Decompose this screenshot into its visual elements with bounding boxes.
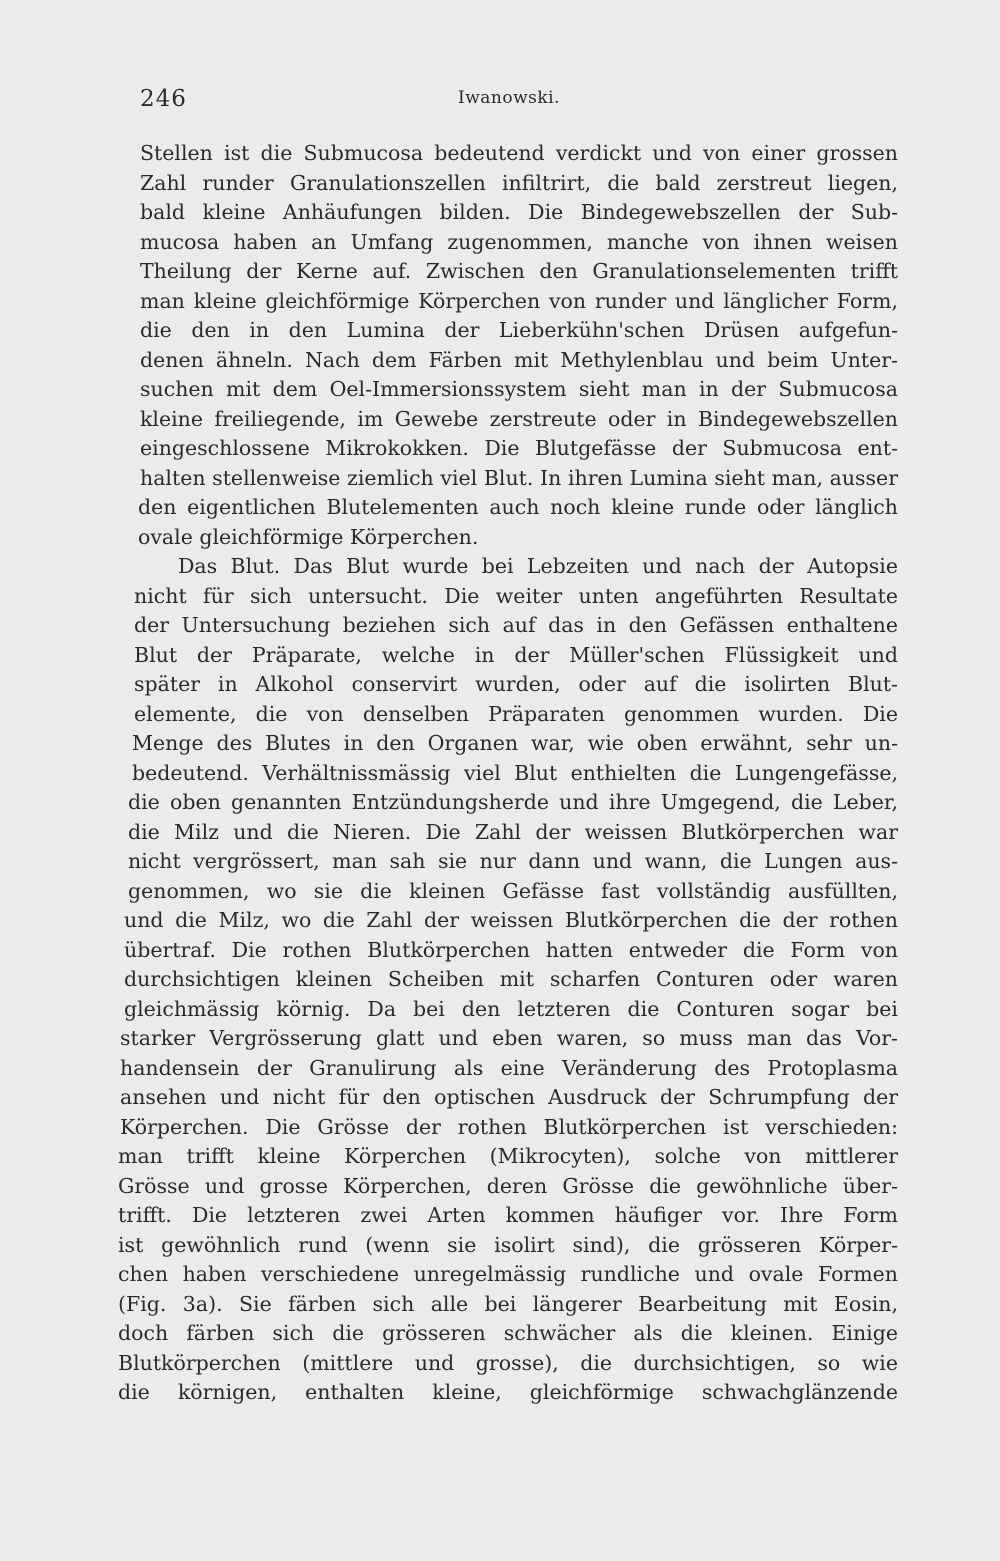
text-line: man trifft kleine Körperchen (Mikrocyten), solche von mittlerer <box>118 1144 898 1168</box>
text-line: eingeschlossene Mikrokokken. Die Blutgefässe der Submucosa ent- <box>140 436 898 460</box>
page-number: 246 <box>140 86 187 112</box>
text-line: Körperchen. Die Grösse der rothen Blutkörperchen ist verschieden: <box>120 1114 898 1139</box>
text-line: elemente, die von denselben Präparaten genommen wurden. Die <box>134 701 898 726</box>
text-line: übertraf. Die rothen Blutkörperchen hatten entweder die Form von <box>124 937 898 962</box>
text-line: mucosa haben an Umfang zugenommen, manche von ihnen weisen <box>140 229 898 254</box>
text-line: durchsichtigen kleinen Scheiben mit scharfen Conturen oder waren <box>124 967 898 991</box>
text-line: Grösse und grosse Körperchen, deren Grösse die gewöhnliche über- <box>118 1173 898 1198</box>
text-line: die körnigen, enthalten kleine, gleichförmige schwachglänzende <box>118 1380 898 1404</box>
running-title: Iwanowski. <box>458 88 561 108</box>
text-line: Menge des Blutes in den Organen war, wie oben erwähnt, sehr un- <box>132 731 898 755</box>
text-line: Blut der Präparate, welche in der Müller'schen Flüssigkeit und <box>134 642 898 667</box>
text-line: bald kleine Anhäufungen bilden. Die Bindegewebszellen der Sub- <box>140 200 898 224</box>
text-line: Zahl runder Granulationszellen infiltrirt, die bald zerstreut liegen, <box>140 170 898 195</box>
text-line: nicht vergrössert, man sah sie nur dann und wann, die Lungen aus- <box>128 849 898 873</box>
text-line: den eigentlichen Blutelementen auch noch kleine runde oder länglich <box>138 495 898 519</box>
text-line: ovale gleichförmige Körperchen. <box>138 524 479 549</box>
text-line: handensein der Granulirung als eine Veränderung des Protoplasma <box>120 1055 898 1080</box>
text-line: Theilung der Kerne auf. Zwischen den Granulationselementen trifft <box>140 259 898 283</box>
text-line: bedeutend. Verhältnissmässig viel Blut enthielten die Lungengefässe, <box>132 760 898 785</box>
text-line: ist gewöhnlich rund (wenn sie isolirt sind), die grösseren Körper- <box>118 1232 898 1257</box>
text-line: denen ähneln. Nach dem Färben mit Methylenblau und beim Unter- <box>140 347 898 372</box>
text-line: man kleine gleichförmige Körperchen von runder und länglicher Form, <box>140 288 898 313</box>
body-text <box>118 139 902 1408</box>
text-line: Stellen ist die Submucosa bedeutend verdickt und von einer grossen <box>140 141 898 165</box>
text-line: (Fig. 3a). Sie färben sich alle bei längerer Bearbeitung mit Eosin, <box>118 1291 898 1316</box>
text-line: der Untersuchung beziehen sich auf das in den Gefässen enthaltene <box>134 613 898 637</box>
text-line: starker Vergrösserung glatt und eben waren, so muss man das Vor- <box>120 1026 898 1050</box>
text-line: ansehen und nicht für den optischen Ausdruck der Schrumpfung der <box>120 1085 898 1109</box>
text-line: die den in den Lumina der Lieberkühn'schen Drüsen aufgefun- <box>140 318 898 342</box>
text-line: genommen, wo sie die kleinen Gefässe fast vollständig ausfüllten, <box>128 878 898 903</box>
text-line: gleichmässig körnig. Da bei den letzteren die Conturen sogar bei <box>124 996 898 1021</box>
text-line: die oben genannten Entzündungsherde und ihre Umgegend, die Leber, <box>128 790 898 814</box>
text-line: und die Milz, wo die Zahl der weissen Blutkörperchen die der rothen <box>124 908 898 932</box>
text-line: später in Alkohol conservirt wurden, oder auf die isolirten Blut- <box>134 672 898 696</box>
text-line: kleine freiliegende, im Gewebe zerstreute oder in Bindegewebszellen <box>140 406 898 431</box>
section-heading-line: Das Blut. Das Blut wurde bei Lebzeiten und nach der Autopsie <box>178 554 898 578</box>
text-line: doch färben sich die grösseren schwächer als die kleinen. Einige <box>118 1321 898 1345</box>
text-line: chen haben verschiedene unregelmässig rundliche und ovale Formen <box>118 1262 898 1286</box>
text-line: die Milz und die Nieren. Die Zahl der weissen Blutkörperchen war <box>128 819 898 844</box>
text-line: nicht für sich untersucht. Die weiter unten angeführten Resultate <box>134 583 898 608</box>
text-line: halten stellenweise ziemlich viel Blut. In ihren Lumina sieht man, ausser <box>140 465 898 490</box>
text-line: suchen mit dem Oel-Immersionssystem sieht man in der Submucosa <box>140 377 898 401</box>
text-line: Blutkörperchen (mittlere und grosse), die durchsichtigen, so wie <box>118 1350 898 1375</box>
running-header <box>140 86 900 116</box>
text-line: trifft. Die letzteren zwei Arten kommen häufiger vor. Ihre Form <box>118 1203 898 1227</box>
